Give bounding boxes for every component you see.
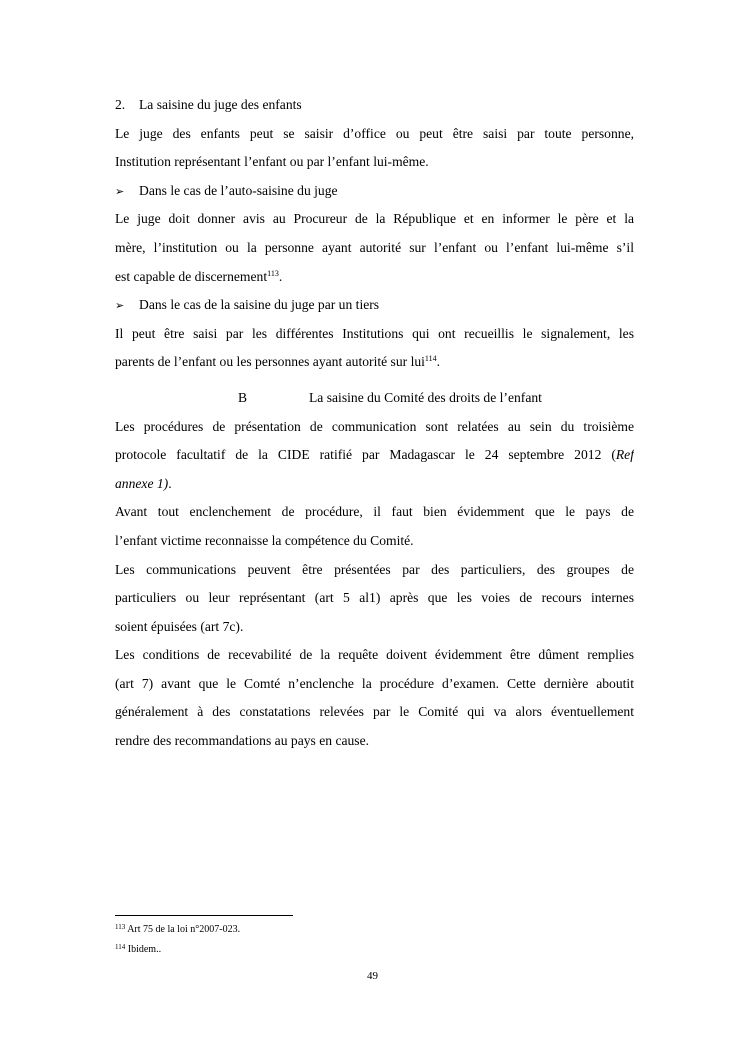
footnote-ref: 114: [424, 354, 437, 364]
bullet-text: Dans le cas de l’auto-saisine du juge: [139, 182, 338, 198]
paragraph-line: protocole facultatif de la CIDE ratifié par Madagascar le 24 septembre 2012 (Ref: [115, 447, 634, 463]
footnote-separator: [115, 915, 293, 916]
section-heading: [115, 384, 634, 413]
page-number: 49: [367, 970, 378, 982]
paragraph-line: Il peut être saisi par les différentes Institutions qui ont recueillis le signalement, les: [115, 325, 634, 341]
heading-title: La saisine du juge des enfants: [139, 97, 302, 112]
bullet-text: Dans le cas de la saisine du juge par un tiers: [139, 297, 380, 313]
paragraph-line: particuliers ou leur représentant (art 5 al1) après que les voies de recours internes: [115, 590, 634, 606]
subsection-heading: [115, 91, 634, 120]
paragraph-line: Institution représentant l’enfant ou par l’enfant lui-même.: [115, 154, 429, 170]
paragraph-line: est capable de discernement$^{113}$.: [115, 268, 283, 284]
footnote: $^{113}$ Art 75 de la loi n°2007-023.: [115, 923, 241, 935]
paragraph-line: généralement à des constatations relevées par le Comité qui va alors éventuellement: [115, 704, 634, 720]
section-letter: B: [238, 389, 248, 405]
paragraph-line: Avant tout enclenchement de procédure, il faut bien évidemment que le pays de: [115, 504, 634, 520]
paragraph-line: Les conditions de recevabilité de la requête doivent évidemment être dûment remplies: [115, 647, 634, 663]
paragraph-line: Les procédures de présentation de communication sont relatées au sein du troisième: [115, 418, 634, 434]
page-body: [115, 91, 634, 756]
paragraph-line: (art 7) avant que le Comté n’enclenche la procédure d’examen. Cette dernière aboutit: [115, 675, 634, 691]
paragraph-line: annexe 1).: [115, 475, 172, 491]
paragraph-line: Le juge doit donner avis au Procureur de la République et en informer le père et la: [115, 211, 634, 227]
footnote: $^{114}$ Ibidem..: [115, 943, 162, 955]
paragraph-line: mère, l’institution ou la personne ayant autorité sur l’enfant ou l’enfant lui-même s’il: [115, 239, 634, 255]
paragraph-line: l’enfant victime reconnaisse la compétence du Comité.: [115, 532, 414, 548]
footnote-number: 113: [115, 923, 126, 931]
arrow-bullet-icon: ➢: [115, 184, 125, 198]
footnote-number: 114: [115, 943, 126, 951]
paragraph-line: Les communications peuvent être présentées par des particuliers, des groupes de: [115, 561, 634, 577]
arrow-bullet-icon: ➢: [115, 299, 125, 313]
paragraph-line: soient épuisées (art 7c).: [115, 618, 244, 634]
paragraph-line: parents de l’enfant ou les personnes ayant autorité sur lui$^{114}$.: [115, 354, 441, 370]
bullet-item: [115, 291, 634, 320]
paragraph-line: Le juge des enfants peut se saisir d’office ou peut être saisi par toute personne,: [115, 125, 634, 141]
bullet-item: [115, 177, 634, 206]
footnote-ref: 113: [267, 268, 279, 278]
heading-number: 2.: [115, 97, 126, 112]
paragraph-line: rendre des recommandations au pays en cause.: [115, 733, 370, 749]
section-title: La saisine du Comité des droits de l’enfant: [309, 389, 542, 405]
